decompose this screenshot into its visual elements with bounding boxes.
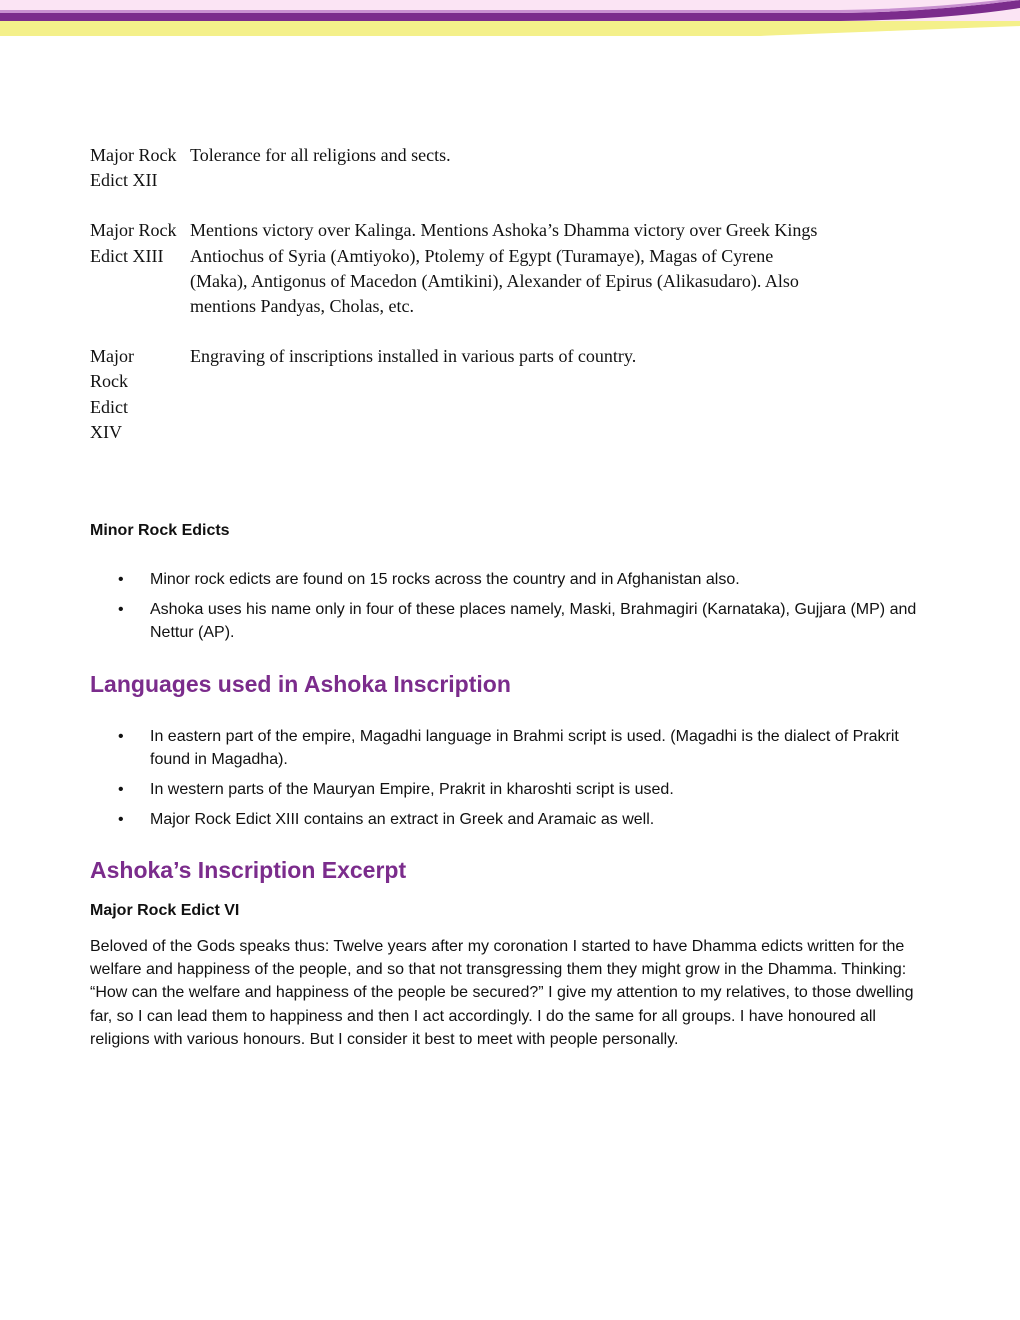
minor-rock-edicts-heading: Minor Rock Edicts (90, 522, 230, 539)
excerpt-heading: Ashoka’s Inscription Excerpt (90, 857, 407, 883)
languages-list (90, 725, 930, 838)
edict-description: Tolerance for all religions and sects. (190, 145, 451, 165)
list-item: • Minor rock edicts are found on 15 rocks across the country and in Afghanistan also. (90, 568, 930, 591)
edict-description: Mentions victory over Kalinga. Mentions Ashoka’s Dhamma victory over Greek Kings Antiochus of Syria (Amtiyoko), Ptolemy of Egypt (Turamaye), Magas of Cyrene (Maka), Antigonus of Macedon (Amtikini), Alexander of Epirus (Alikasudaro). Also mentions Pandyas, Cholas, etc. (190, 220, 818, 317)
list-item: • In eastern part of the empire, Magadhi language in Brahmi script is used. (Magadhi is the dialect of Prakrit found in Magadha). (90, 725, 930, 771)
edict-row (90, 143, 850, 193)
edict-row (90, 344, 850, 445)
edict-name: Major Rock Edict XIV (90, 346, 134, 442)
edict-table (90, 143, 850, 470)
excerpt-subheading: Major Rock Edict VI (90, 902, 240, 919)
list-item: • In western parts of the Mauryan Empire, Prakrit in kharoshti script is used. (90, 778, 930, 801)
header-decoration (0, 0, 1020, 40)
edict-name: Major Rock Edict XII (90, 145, 177, 191)
edict-name: Major Rock Edict XIII (90, 220, 177, 266)
list-item: • Major Rock Edict XIII contains an extract in Greek and Aramaic as well. (90, 808, 930, 831)
list-item: • Ashoka uses his name only in four of these places namely, Maski, Brahmagiri (Karnataka), Gujjara (MP) and Nettur (AP). (90, 598, 930, 644)
languages-heading: Languages used in Ashoka Inscription (90, 671, 511, 697)
excerpt-paragraph: Beloved of the Gods speaks thus: Twelve years after my coronation I started to have Dhamma edicts written for the welfare and happiness of the people, and so that not transgressing them they might grow in the Dhamma. Thinking: “How can the welfare and happiness of the people be secured?” I give my attention to my relatives, to those dwelling far, so I can lead them to happiness and then I act accordingly. I do the same for all groups. I have honoured all religions with various honours. But I consider it best to meet with people personally. (90, 938, 914, 1048)
minor-edicts-list (90, 568, 930, 651)
edict-row (90, 218, 850, 319)
edict-description: Engraving of inscriptions installed in various parts of country. (190, 346, 637, 367)
